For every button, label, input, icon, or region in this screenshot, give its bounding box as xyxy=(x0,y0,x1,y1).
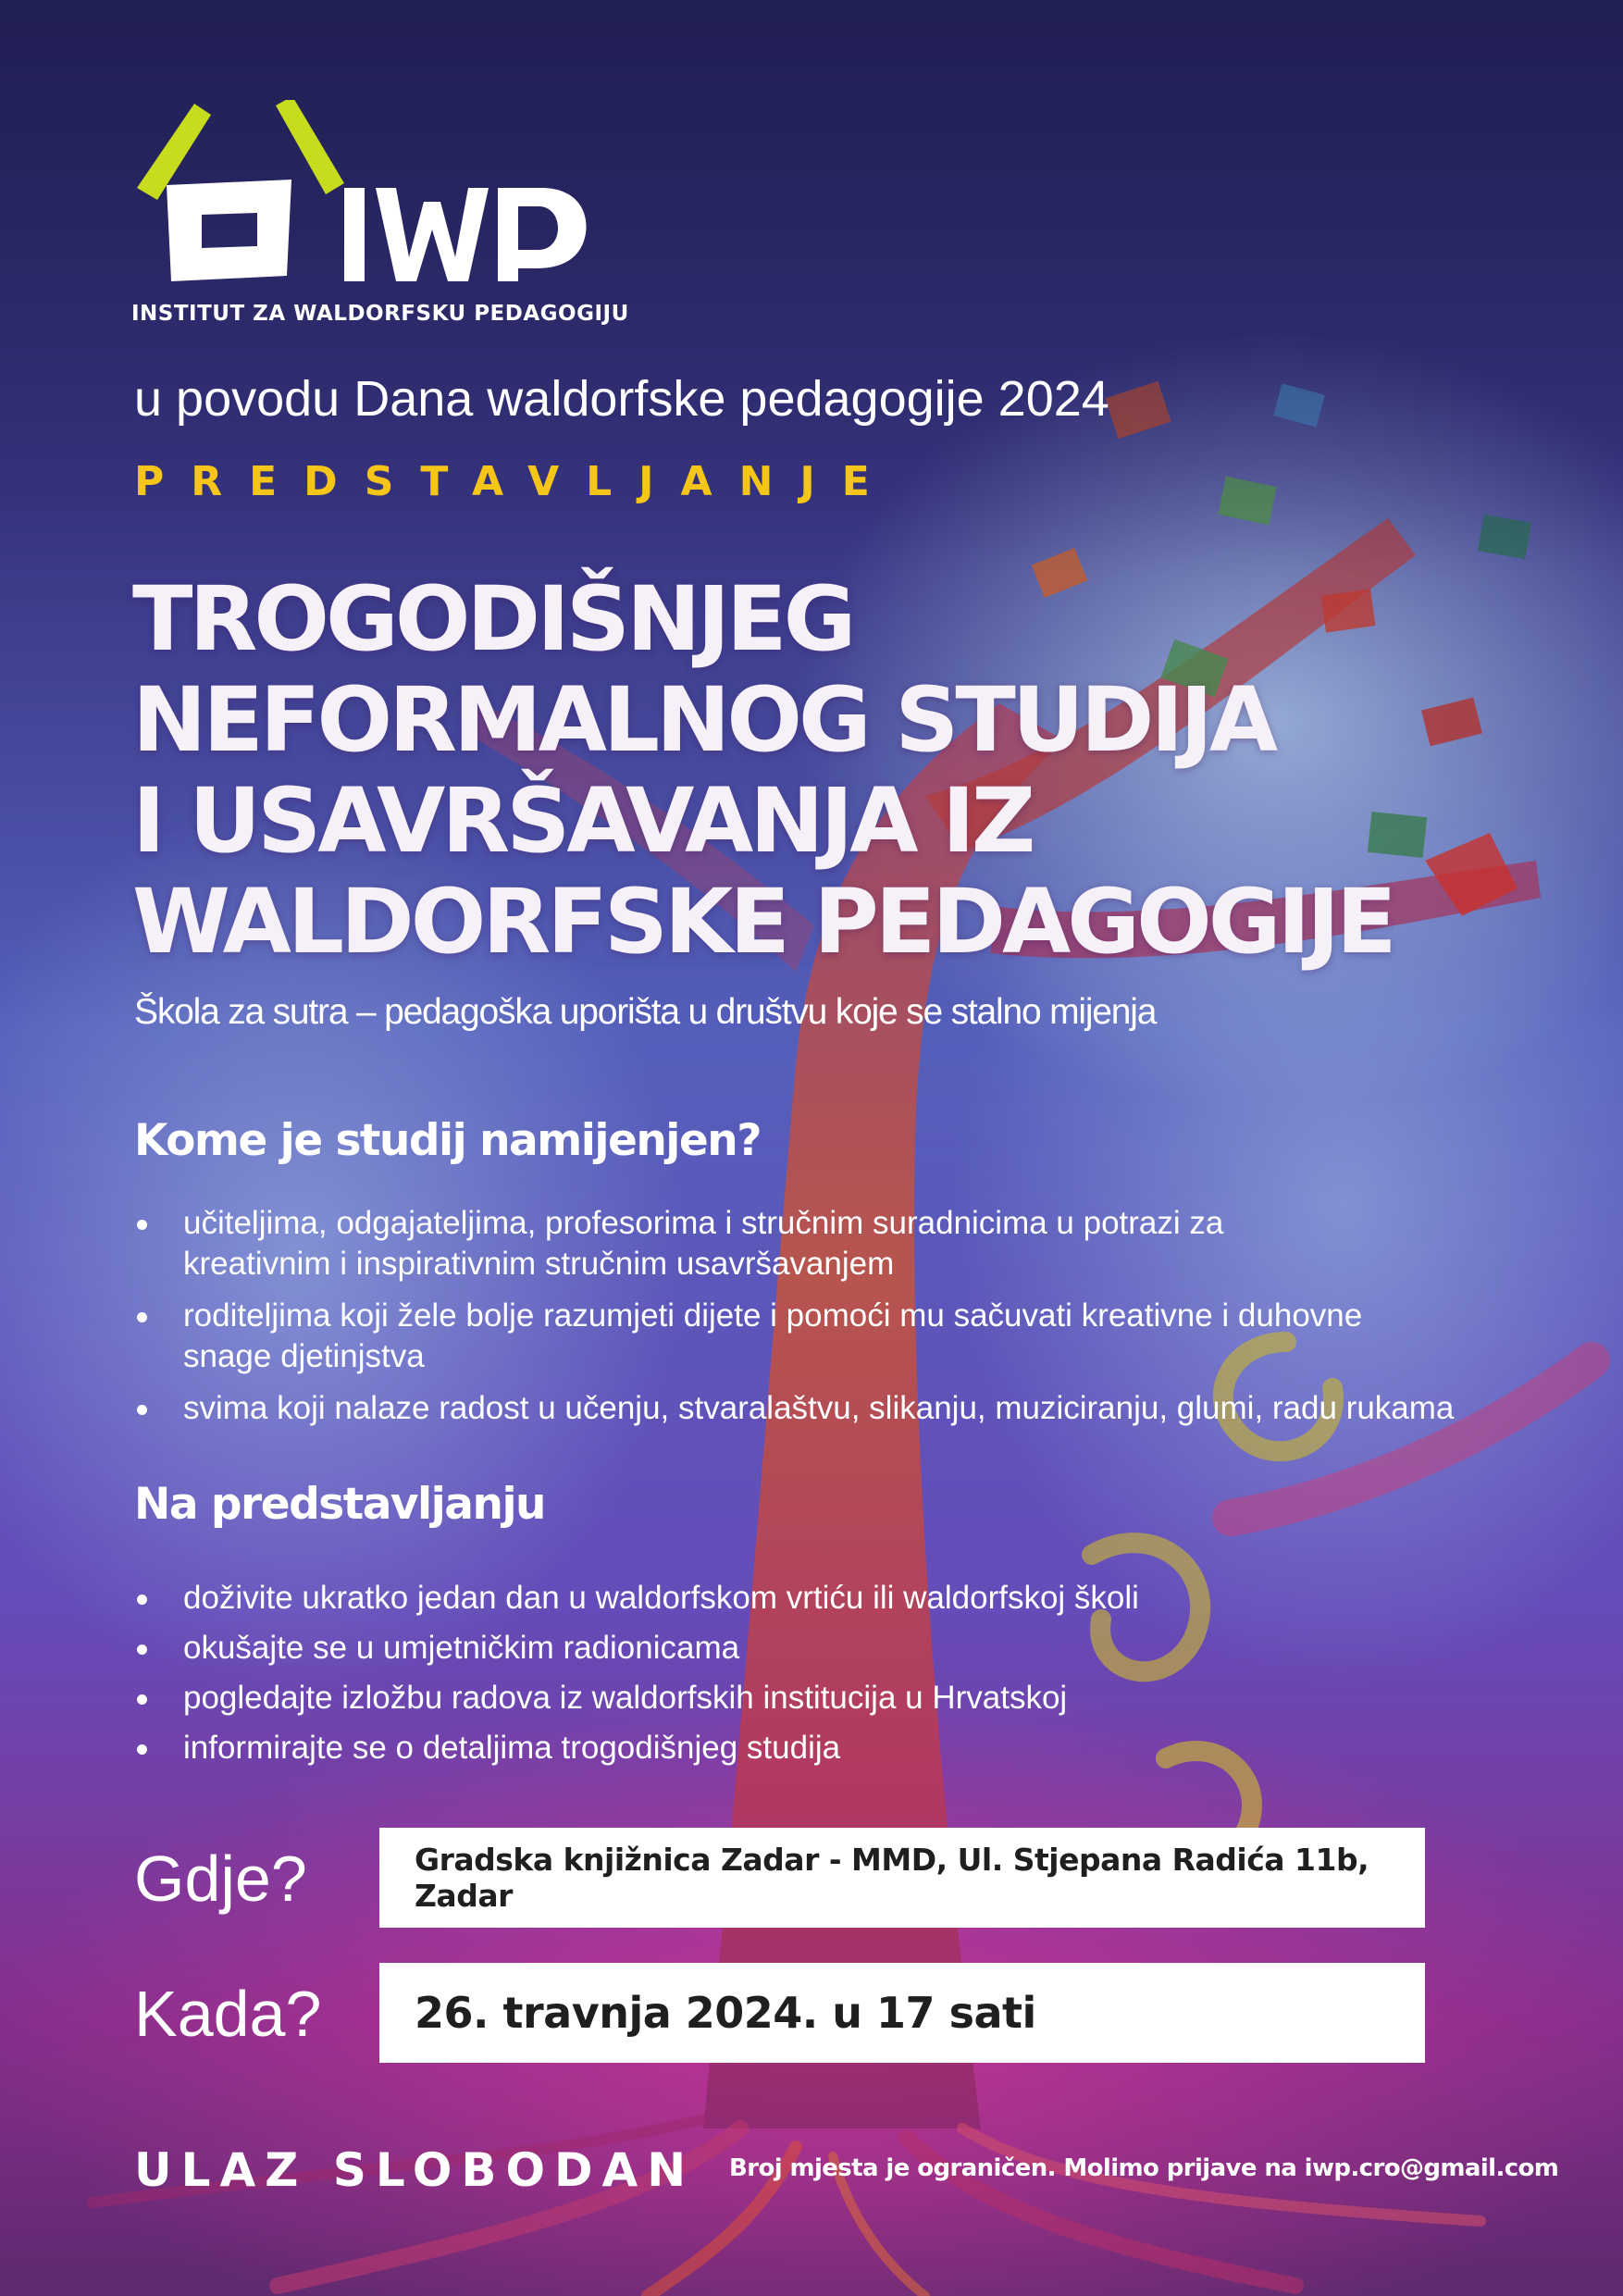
list-item: doživite ukratko jedan dan u waldorfskom vrtiću ili waldorfskoj školi xyxy=(134,1578,1430,1619)
occasion-line: u povodu Dana waldorfske pedagogije 2024 xyxy=(134,371,1109,427)
title-line-1: TROGODIŠNJEG xyxy=(132,567,853,671)
subtitle: Škola za sutra – pedagoška uporišta u društvu koje se stalno mijenja xyxy=(134,992,1157,1032)
presenting-label: PREDSTAVLJANJE xyxy=(134,458,897,505)
list-item: pogledajte izložbu radova iz waldorfskih institucija u Hrvatskoj xyxy=(134,1678,1430,1719)
list-item: okušajte se u umjetničkim radionicama xyxy=(134,1628,1430,1669)
list-item: učiteljima, odgajateljima, profesorima i stručnim suradnicima u potrazi za kreativnim i inspirativnim stručnim usavršavanjem xyxy=(134,1203,1331,1285)
when-label: Kada? xyxy=(134,1978,322,2050)
where-label: Gdje? xyxy=(134,1843,307,1915)
date-box: 26. travnja 2024. u 17 sati xyxy=(379,1963,1425,2063)
free-entry: ULAZ SLOBODAN xyxy=(134,2143,696,2197)
list-item: svima koji nalaze radost u učenju, stvaralaštvu, slikanju, muziciranju, glumi, radu rukama xyxy=(134,1388,1522,1429)
logo-letters xyxy=(344,188,587,281)
main-title xyxy=(132,569,1394,973)
institute-name: INSTITUT ZA WALDORFSKU PEDAGOGIJU xyxy=(131,302,629,326)
title-line-2: NEFORMALNOG STUDIJA xyxy=(132,668,1275,772)
presentation-heading: Na predstavljanju xyxy=(134,1479,546,1530)
title-line-3: I USAVRŠAVANJA IZ xyxy=(132,769,1033,873)
audience-list xyxy=(134,1203,1522,1440)
list-item: informirajte se o detaljima trogodišnjeg studija xyxy=(134,1728,1430,1769)
presentation-list xyxy=(134,1578,1430,1778)
registration-note: Broj mjesta je ograničen. Molimo prijave na iwp.cro@gmail.com xyxy=(729,2154,1559,2182)
audience-heading: Kome je studij namijenjen? xyxy=(134,1115,761,1166)
logo-house-shape xyxy=(167,180,291,281)
iwp-logo xyxy=(130,100,611,331)
title-line-4: WALDORFSKE PEDAGOGIJE xyxy=(132,870,1394,974)
list-item: roditeljima koji žele bolje razumjeti dijete i pomoći mu sačuvati kreativne i duhovne snage djetinjstva xyxy=(134,1296,1405,1377)
venue-box: Gradska knjižnica Zadar - MMD, Ul. Stjepana Radića 11b, Zadar xyxy=(379,1828,1425,1928)
